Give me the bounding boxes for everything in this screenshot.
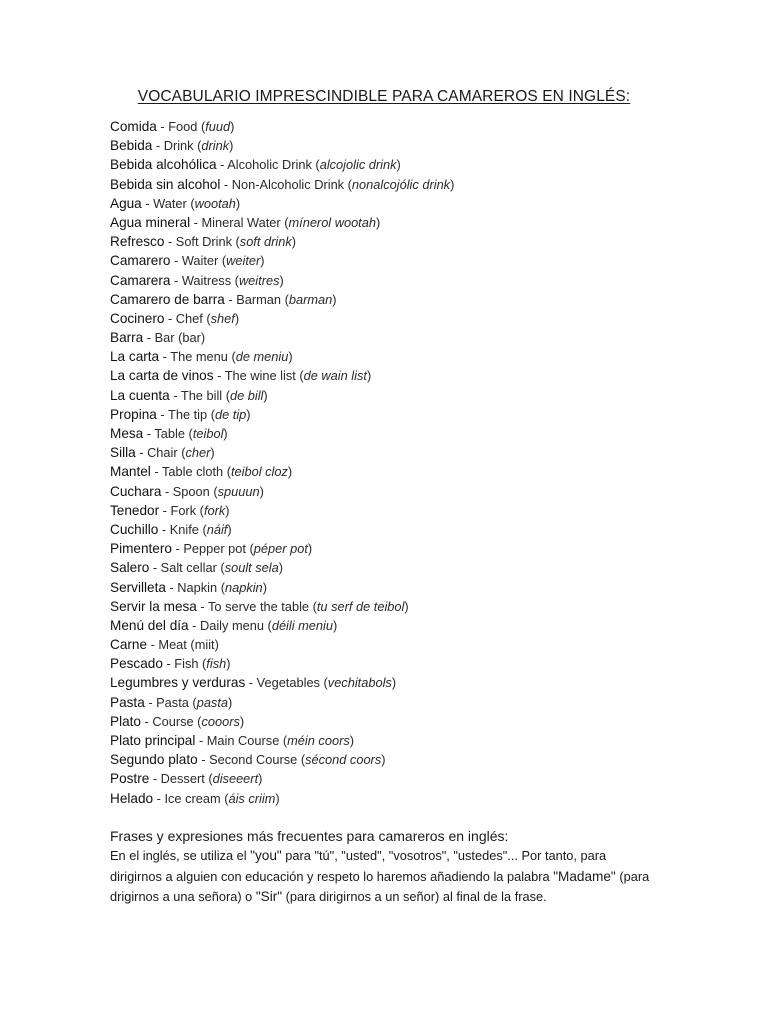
pronunciation: soft drink	[239, 234, 292, 250]
pronunciation: weiter	[226, 253, 261, 269]
english-translation: - Table (teibol)	[143, 426, 228, 441]
english-translation: - Knife (náif)	[158, 521, 232, 537]
english-translation: - The menu (de meniu)	[159, 349, 293, 365]
spanish-term: Pasta	[110, 694, 145, 710]
pronunciation: alcojolic drink	[319, 157, 397, 173]
paragraph-text: para "tú", "usted", "vosotros", "ustedes"... Por tanto, para dirigirnos a alguien con educación y respeto lo haremos añadiendo la palabra	[110, 848, 607, 884]
pronunciation: wootah	[194, 195, 236, 211]
pronunciation: diseeert	[212, 771, 259, 787]
pronunciation: teibol	[192, 426, 224, 441]
english-term: Waitress	[181, 272, 232, 288]
vocab-entry	[110, 405, 670, 424]
pronunciation: napkin	[224, 579, 263, 595]
pronunciation: méin coors	[287, 733, 350, 748]
pronunciation: mínerol wootah	[288, 214, 376, 230]
english-term: Spoon	[172, 483, 210, 499]
pronunciation: miit	[194, 637, 215, 653]
pronunciation: cher	[185, 445, 211, 461]
vocab-entry	[110, 520, 670, 539]
english-term: Salt cellar	[160, 560, 217, 576]
vocab-entry	[110, 366, 670, 385]
english-term: Barman	[236, 291, 282, 307]
phrases-heading: Frases y expresiones más frecuentes para camareros en inglés:	[110, 828, 509, 844]
spanish-term: Bebida	[110, 138, 153, 154]
english-translation: - The tip (de tip)	[156, 406, 251, 422]
english-term: Waiter	[181, 253, 219, 269]
english-term: The bill	[180, 387, 223, 403]
spanish-term: Agua mineral	[110, 214, 191, 230]
pronunciation: drink	[201, 138, 230, 154]
english-translation: - Chef (shef)	[164, 310, 240, 326]
pronunciation: weitres	[238, 272, 280, 288]
vocab-entry	[110, 462, 670, 481]
vocab-entry	[110, 750, 670, 769]
spanish-term: Camarera	[110, 272, 171, 288]
paragraph-text: En el inglés, se utiliza el	[110, 848, 251, 863]
vocab-entry	[110, 597, 670, 616]
spanish-term: Bebida alcohólica	[110, 157, 217, 173]
spanish-term: Mesa	[110, 426, 144, 441]
spanish-term: Plato principal	[110, 733, 196, 748]
spanish-term: Agua	[110, 195, 142, 211]
spanish-term: Bebida sin alcohol	[110, 176, 221, 192]
spanish-term: Servir la mesa	[110, 598, 197, 614]
english-translation: - Soft Drink (soft drink)	[164, 234, 296, 250]
english-translation: - Main Course (méin coors)	[195, 733, 354, 748]
english-term: Alcoholic Drink	[227, 157, 312, 173]
english-term: Knife	[169, 521, 199, 537]
english-translation: - Bar (bar)	[143, 330, 206, 346]
english-term: Soft Drink	[175, 234, 232, 250]
vocab-entry	[110, 578, 670, 597]
english-translation: - Drink (drink)	[152, 138, 234, 154]
spanish-term: Camarero de barra	[110, 291, 225, 307]
english-translation: - The bill (de bill)	[169, 387, 268, 403]
english-term: Daily menu	[199, 617, 264, 633]
spanish-term: Pescado	[110, 656, 163, 672]
vocab-entry	[110, 155, 670, 174]
pronunciation: déili meniu	[271, 617, 334, 633]
document-title: VOCABULARIO IMPRESCINDIBLE PARA CAMAREROS EN INGLÉS:	[137, 88, 631, 105]
paragraph-text: (para drigirnos a una señora) o	[110, 868, 650, 904]
english-translation: - Fish (fish)	[162, 656, 231, 672]
paragraph-quoted-word: "Madame"	[553, 868, 616, 884]
paragraph-quoted-word: "you"	[250, 848, 282, 863]
english-translation: - Table cloth (teibol cloz)	[150, 464, 293, 480]
spanish-term: La carta	[110, 349, 160, 365]
pronunciation: náif	[206, 521, 228, 537]
pronunciation: fuud	[205, 119, 231, 134]
vocab-entry	[110, 693, 670, 712]
english-term: Vegetables	[256, 675, 320, 691]
english-translation: - To serve the table (tu serf de teibol)	[196, 598, 409, 614]
english-term: The wine list	[224, 368, 296, 384]
vocab-entry	[110, 558, 670, 577]
english-term: Pepper pot	[183, 541, 246, 557]
spanish-term: Comida	[110, 119, 157, 134]
english-translation: - Spoon (spuuun)	[161, 483, 264, 499]
english-translation: - Food (fuud)	[156, 119, 235, 134]
pronunciation: de wain list	[303, 368, 367, 384]
english-translation: - Barman (barman)	[224, 291, 337, 307]
english-term: Meat	[158, 637, 187, 653]
english-term: Mineral Water	[201, 214, 281, 230]
english-term: Second Course	[209, 752, 298, 768]
english-term: Bar	[154, 330, 175, 346]
vocab-entry	[110, 117, 670, 136]
pronunciation: spuuun	[217, 483, 260, 499]
pronunciation: de bill	[229, 387, 264, 403]
english-term: Napkin	[177, 579, 218, 595]
vocab-entry	[110, 175, 670, 194]
spanish-term: Legumbres y verduras	[110, 675, 246, 691]
english-translation: - Ice cream (áis criim)	[153, 790, 280, 806]
spanish-term: La cuenta	[110, 387, 170, 403]
vocab-entry	[110, 290, 670, 309]
english-translation: - Fork (fork)	[159, 502, 230, 518]
vocab-entry	[110, 232, 670, 251]
english-translation: - Waitress (weitres)	[170, 272, 284, 288]
vocab-entry	[110, 712, 670, 731]
vocab-entry	[110, 251, 670, 270]
spanish-term: Servilleta	[110, 579, 166, 595]
spanish-term: Mantel	[110, 464, 151, 480]
vocab-entry	[110, 731, 670, 750]
pronunciation: de meniu	[235, 349, 289, 365]
english-translation: - Meat (miit)	[147, 637, 219, 653]
english-translation: - Course (cooors)	[140, 713, 245, 729]
spanish-term: Propina	[110, 406, 157, 422]
pronunciation: nonalcojólic drink	[351, 176, 451, 192]
pronunciation: barman	[288, 291, 333, 307]
vocab-entry	[110, 347, 670, 366]
vocab-entry	[110, 136, 670, 155]
vocab-entry	[110, 539, 670, 558]
vocab-entry	[110, 635, 670, 654]
english-term: Table cloth	[161, 464, 224, 480]
pronunciation: shef	[210, 310, 235, 326]
spanish-term: Helado	[110, 790, 154, 806]
spanish-term: Cuchara	[110, 483, 162, 499]
spanish-term: Cuchillo	[110, 521, 159, 537]
english-term: Table	[154, 426, 185, 441]
pronunciation: pasta	[196, 694, 229, 710]
english-translation: - Salt cellar (soult sela)	[149, 560, 284, 576]
english-translation: - Pepper pot (péper pot)	[171, 541, 313, 557]
spanish-term: Menú del día	[110, 617, 189, 633]
paragraph-text: (para dirigirnos a un señor) al final de la frase.	[282, 889, 547, 904]
english-term: The tip	[168, 406, 208, 422]
english-term: Water	[153, 195, 187, 211]
vocab-entry	[110, 194, 670, 213]
phrases-section	[110, 826, 658, 908]
spanish-term: Postre	[110, 771, 150, 787]
vocab-entry	[110, 213, 670, 232]
english-term: Chef	[175, 310, 203, 326]
spanish-term: Camarero	[110, 253, 171, 269]
english-translation: - Napkin (napkin)	[165, 579, 267, 595]
english-translation: - Dessert (diseeert)	[149, 771, 263, 787]
english-translation: - Non-Alcoholic Drink (nonalcojólic drink)	[220, 176, 455, 192]
english-term: Drink	[163, 138, 194, 154]
spanish-term: Refresco	[110, 234, 165, 250]
english-translation: - Chair (cher)	[135, 445, 215, 461]
spanish-term: Cocinero	[110, 310, 165, 326]
vocab-entry	[110, 789, 670, 808]
pronunciation: teibol cloz	[230, 464, 288, 480]
vocab-entry	[110, 673, 670, 692]
spanish-term: Plato	[110, 713, 141, 729]
vocab-entry	[110, 654, 670, 673]
pronunciation: áis criim	[228, 790, 276, 806]
english-translation: - Water (wootah)	[141, 195, 241, 211]
english-term: Fork	[170, 502, 197, 518]
english-term: Non-Alcoholic Drink	[231, 176, 345, 192]
english-term: The menu	[170, 349, 228, 365]
english-translation: - Mineral Water (mínerol wootah)	[190, 214, 381, 230]
pronunciation: fish	[206, 656, 227, 672]
english-translation: - Daily menu (déili meniu)	[188, 617, 338, 633]
pronunciation: soult sela	[224, 560, 279, 576]
english-translation: - Second Course (sécond coors)	[197, 752, 386, 768]
vocab-entry	[110, 482, 670, 501]
spanish-term: Segundo plato	[110, 752, 198, 768]
english-term: To serve the table	[208, 598, 310, 614]
english-term: Pasta	[156, 694, 189, 710]
phrases-paragraph	[110, 846, 658, 908]
spanish-term: Salero	[110, 560, 150, 576]
spanish-term: Tenedor	[110, 502, 160, 518]
pronunciation: péper pot	[253, 541, 308, 557]
vocabulary-list	[110, 117, 670, 808]
spanish-term: Pimentero	[110, 541, 172, 557]
english-term: Fish	[174, 656, 199, 672]
english-term: Ice cream	[164, 790, 221, 806]
pronunciation: cooors	[201, 713, 240, 729]
english-translation: - Pasta (pasta)	[144, 694, 233, 710]
pronunciation: bar	[182, 330, 201, 346]
english-translation: - The wine list (de wain list)	[213, 368, 372, 384]
vocab-entry	[110, 501, 670, 520]
pronunciation: sécond coors	[305, 752, 382, 768]
vocab-entry	[110, 328, 670, 347]
pronunciation: tu serf de teibol	[316, 598, 405, 614]
vocab-entry	[110, 309, 670, 328]
english-term: Food	[168, 119, 198, 134]
english-translation: - Alcoholic Drink (alcojolic drink)	[216, 157, 401, 173]
vocab-entry	[110, 443, 670, 462]
english-term: Main Course	[206, 733, 280, 748]
english-translation: - Vegetables (vechitabols)	[245, 675, 397, 691]
english-term: Course	[152, 713, 194, 729]
pronunciation: fork	[203, 502, 226, 518]
spanish-term: Carne	[110, 637, 148, 653]
vocab-entry	[110, 616, 670, 635]
vocab-entry	[110, 386, 670, 405]
english-term: Chair	[147, 445, 178, 461]
paragraph-quoted-word: "Sir"	[255, 889, 283, 904]
vocab-entry	[110, 769, 670, 788]
english-term: Dessert	[160, 771, 205, 787]
spanish-term: La carta de vinos	[110, 368, 214, 384]
vocab-entry	[110, 424, 670, 443]
spanish-term: Barra	[110, 330, 144, 346]
vocab-entry	[110, 271, 670, 290]
pronunciation: vechitabols	[327, 675, 392, 691]
english-translation: - Waiter (weiter)	[170, 253, 265, 269]
pronunciation: de tip	[214, 406, 247, 422]
spanish-term: Silla	[110, 445, 136, 461]
